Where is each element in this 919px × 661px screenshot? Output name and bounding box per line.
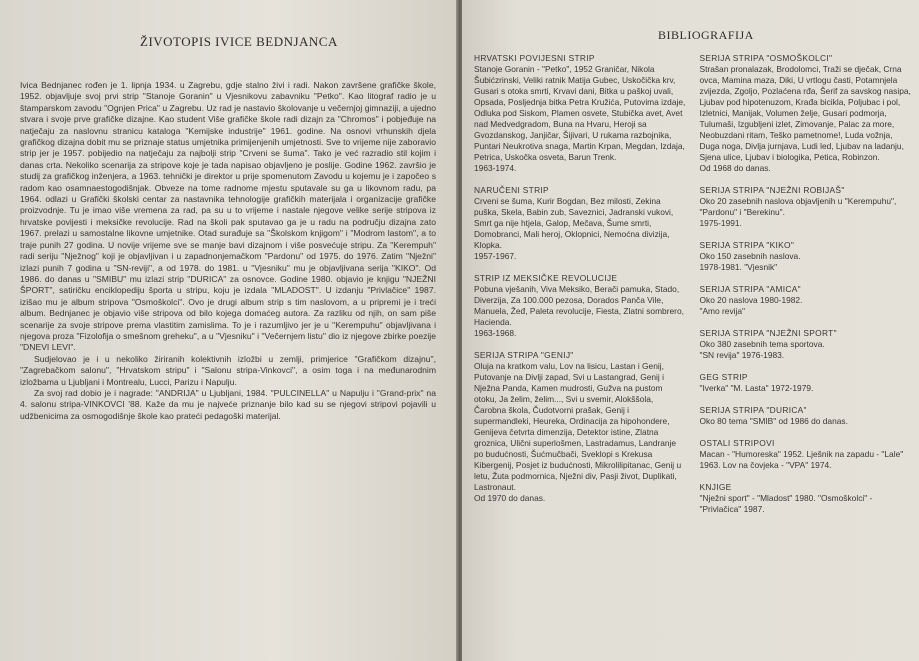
biography-paragraph: Ivica Bednjanec rođen je 1. lipnja 1934. u Zagrebu, gdje stalno živi i radi. Nakon završene grafičke škole, 1952. objavljuje svoj prvi strip "Stanoje Goranin" u Vjesnikovu zabavniku "Petko". Kao litograf radio je u štamparskom zavodu "Ognjen Prica" u Zagrebu. Uz rad je nastavio školovanje u večernjoj gimnaziji, a ujedno stvara i svoje prve grafičke dizajne. Kao student Više grafičke škole radi dizajn za "Chromos" i pobjeđuje na natječaju za naslovnu stranicu kataloga "Kemijske industrije" 1961. godine. Na osnovi vrhunskih djela grafičkog dizajna dobit mu se priznaje status umjetnika primijenjenih umjetnosti. Sve to vrijeme nije zaboravio strip jer je 1957. pobijedio na natječaju za najbolji strip "Crveni se šuma". Tako je već razradio stil kojim i danas crta. Nekoliko scenarija za stripove koje je tada napisao objavljeno je poslije. Godine 1962. završio je studij za grafičkog inženjera, a 1963. tehnički je direktor u prije spomenutom Zavodu u kojemu je i započeo s radom kao osamnaestogodišnjak. Obveze na tome radnome mjestu sputavale su ga u likovnom radu, pa 1964. odlazi u Grafički školski centar za nastavnika tehnologije grafičkih materijala i organizacije grafičke proizvodnje. Tu je imao više vremena za rad, pa su u to vrijeme i nastale njegove velike serije stripova iz hrvatske povijesti i meksičke revolucije. Rad na školi pak sputavao ga je u radu na području dizajna zato 1967. prelazi u samostalne likovne umjetnike. Otad surađuje sa "Školskom knjigom" i "Modrom lastom", a to traje punih 27 godina. U novije vrijeme sve se manje bavi dizajnom i više posvećuje stripu. Za "Kerempuh" radi seriju "Nježnog" koji je objavljivan i u zapadnonjemačkom "Pardonu" od 1975. do 1976. Zatim "Nježni" izlazi punih 7 godina u "SN-reviji", a od 1978. do 1981. u "Vjesniku" mu je objavljivana serija "KIKO". Od 1986. do danas u "SMIBU" mu izlazi strip "DURICA" za osnovce. Godine 1980. objavio je knjigu "NJEŽNI ŠPORT", satiričku enciklopediju športa u stripu, koju je izdala "MLADOST". U izdanju "Privlačice" 1987. izišao mu je album stripova "Osmoškolci". Ovo je drugi album strip s tim naslovom, a u pripremi je i treći album. Bednjanec je objavio više stripova od bilo kojega domaćeg autora. Za razliku od njih, on sam piše scenarije za svoje stripove prema vlastitim zamislima. To je i razumljivo jer je u "Kerempuhu" objavljivana i njegova proza "Fizolofija o smešnom greheku", a u "Vjesniku" i "Večernjem listu" dio iz njegove zbirke poezije "DNEVI LEVI". <box>20 80 436 353</box>
entry-body: Stanoje Goranin - "Petko", 1952 Graničar, Nikola Šubićzrinski, Veliki ratnik Matija Gubec, Uskočička krv, Gusari s otoka smrti, Krvavi dani, Bitka u paškoj uvali, Opsada, Posljednja bitka Petra Kružića, Putovima izdaje, Odluka pod Siskom, Plamen osvete, Stubička avet, Avet nad Medvedgradom, Buna na Hvaru, Heroji sa Gvozdanskog, Janjičar, Šijivari, U rukama razbojnika, Puntari Neukrotiva snaga, Martin Krpan, Megdan, Izdaja, Petrica, Uskočka osveta, Barun Trenk. <box>474 64 686 162</box>
entry-body: Macan - "Humoreska" 1952. Lješnik na zapadu - "Lale" 1963. Lov na čovjeka - "VPA" 1974. <box>699 449 904 470</box>
bibliography-entry <box>700 240 912 273</box>
entry-body: Oko 80 tema "SMIB" od 1986 do danas. <box>699 416 848 426</box>
entry-body: Oko 20 zasebnih naslova objavljenih u "Kerempuhu", "Pardonu" i "Berekinu". <box>699 196 897 217</box>
bibliography-title: BIBLIOGRAFIJA <box>658 28 754 42</box>
entry-heading: SERIJA STRIPA "DURICA" <box>699 405 807 415</box>
entry-heading: SERIJA STRIPA "AMICA" <box>699 284 801 294</box>
left-page <box>0 0 458 661</box>
bibliography-entry <box>474 53 686 174</box>
biography-paragraph: Za svoj rad dobio je i nagrade: "ANDRIJA" u Ljubljani, 1984. "PULCINELLA" u Napulju i "Grand-prix" na 4. salonu stripa-VINKOVCI '88. Kaže da mu je najveće priznanje bilo kad su se njegovi stripovi pojavili u udžbenicima za osmogodišnje škole kao prateći pedagoški materijal. <box>20 387 436 421</box>
bibliography-entry <box>700 372 912 394</box>
bibliography-entry <box>700 53 912 174</box>
entry-body: Pobuna vješanih, Viva Meksiko, Berači pamuka, Stado, Diverzija, Za 100.000 pezosa, Dorados Panča Vile, Manuela, Žeđ, Paleta revolucije, Fiesta, Zlatni sombrero, Hacienda. <box>474 284 684 327</box>
entry-years: 1963-1968. <box>474 328 517 338</box>
entry-years: 1957-1967. <box>474 251 517 261</box>
bibliography-entry <box>474 350 686 504</box>
entry-heading: HRVATSKI POVIJESNI STRIP <box>474 53 595 63</box>
entry-body: Oko 20 naslova 1980-1982. <box>699 295 803 305</box>
entry-body: "Nježni sport" - "Mladost" 1980. "Osmoškolci" - "Privlačica" 1987. <box>699 493 873 514</box>
entry-heading: SERIJA STRIPA "KIKO" <box>699 240 795 250</box>
entry-body: Oluja na kratkom valu, Lov na lisicu, Lastan i Genij, Putovanje na Divlji zapad, Svi u Lastangrad, Genij i Nježna Panda, Kamen mudrosti, Gužva na pustom otoku, Ja želim, želim..., Svi u svemir, Alokššola, Čarobna škola, Čudotvorni prašak, Genij i supermandleki, Heureka, Ordinacija za hipohondere, Genijeva četvrta dimenzija, Detektor istine, Zlatna groznica, Ulični superlošmen, Lastradamus, Landranje po budućnosti, Šućmučbači, Sveklopi s Krekusa Kibergenij, Posjet iz budućnosti, Mikrolilipitanac, Genij u letu, Žuta podmornica, Nježni div, Pasji život, Duplikati, Lastronaut. <box>474 361 682 492</box>
bibliography-entry <box>700 405 912 427</box>
bibliography-entry <box>700 482 912 515</box>
bibliography-columns <box>474 53 911 526</box>
entry-body: Oko 150 zasebnih naslova. <box>699 251 801 261</box>
entry-heading: GEG STRIP <box>699 372 748 382</box>
entry-years: 1978-1981. "Vjesnik" <box>699 262 778 272</box>
bibliography-entry <box>700 185 912 229</box>
entry-body: Crveni se šuma, Kurir Bogdan, Bez milosti, Zekina puška, Skela, Babin zub, Saveznici, Jadranski vukovi, Smrt ga nije htjela, Galop, Mečava, Šume smrti, Domobranci, Mali heroj, Oklopnici, Nemoćna divizija, Klopka. <box>474 196 674 250</box>
biography-paragraph: Sudjelovao je i u nekoliko žiriranih kolektivnih izložbi u zemlji, primjerice "Grafičkom dizajnu", "Zagrebačkom salonu", "Hrvatskom stripu" i "Salonu stripa-Vinkovci", a osim toga i na međunarodnim izložbama u Ljubljani i Montrealu, Lucci, Parizu i Napulju. <box>20 353 436 387</box>
entry-years: Od 1968 do danas. <box>699 163 771 173</box>
entry-heading: SERIJA STRIPA "NJEŽNI SPORT" <box>699 328 837 338</box>
page-title: ŽIVOTOPIS IVICE BEDNJANCA <box>140 34 338 49</box>
entry-heading: SERIJA STRIPA "OSMOŠKOLCI" <box>699 53 833 63</box>
entry-heading: SERIJA STRIPA "NJEŽNI ROBIJAŠ" <box>699 185 845 195</box>
right-page <box>462 0 919 661</box>
entry-heading: KNJIGE <box>699 482 732 492</box>
bibliography-entry <box>700 438 912 471</box>
entry-years: "SN revija" 1976-1983. <box>699 350 785 360</box>
entry-body: Oko 380 zasebnih tema sportova. <box>699 339 825 349</box>
bibliography-entry <box>700 328 912 361</box>
entry-heading: OSTALI STRIPOVI <box>699 438 775 448</box>
bibliography-entry <box>700 284 912 317</box>
entry-years: 1975-1991. <box>699 218 742 228</box>
entry-years: Od 1970 do danas. <box>474 493 546 503</box>
entry-years: "Amo revija" <box>699 306 746 316</box>
bibliography-column-left <box>474 53 686 526</box>
bibliography-entry <box>474 185 686 262</box>
entry-years: 1963-1974. <box>474 163 517 173</box>
entry-heading: STRIP IZ MEKSIČKE REVOLUCIJE <box>474 273 618 283</box>
bibliography-entry <box>474 273 686 339</box>
entry-body: Strašan pronalazak, Brodolomci, Traži se dječak, Crna ovca, Mamina maza, Diki, U vrtlogu časti, Potamnjela zvijezda, Zgoljo, Pozlaćena rđa, Šerif za savskog nasipa, Ljubav pod hipotenuzom, Krađa bicikla, Poljubac i pol, Izletnici, Manijak, Volumen želje, Gusari podmorja, Tulumaši, Izgubljeni izlet, Zimovanje, Palac za more, Neobuzdani ritam, Teško pametnome!, Luda vožnja, Duga noga, Divlja jurnjava, Ludi led, Ljubav na ladanju, Sjena ulice, Ljubav i biologika, Petica, Robinzon. <box>699 64 911 162</box>
bibliography-column-right <box>700 53 912 526</box>
entry-heading: NARUČENI STRIP <box>474 185 549 195</box>
entry-heading: SERIJA STRIPA "GENIJ" <box>474 350 574 360</box>
biography-text <box>20 80 436 422</box>
entry-body: "Iverka" "M. Lasta" 1972-1979. <box>699 383 814 393</box>
